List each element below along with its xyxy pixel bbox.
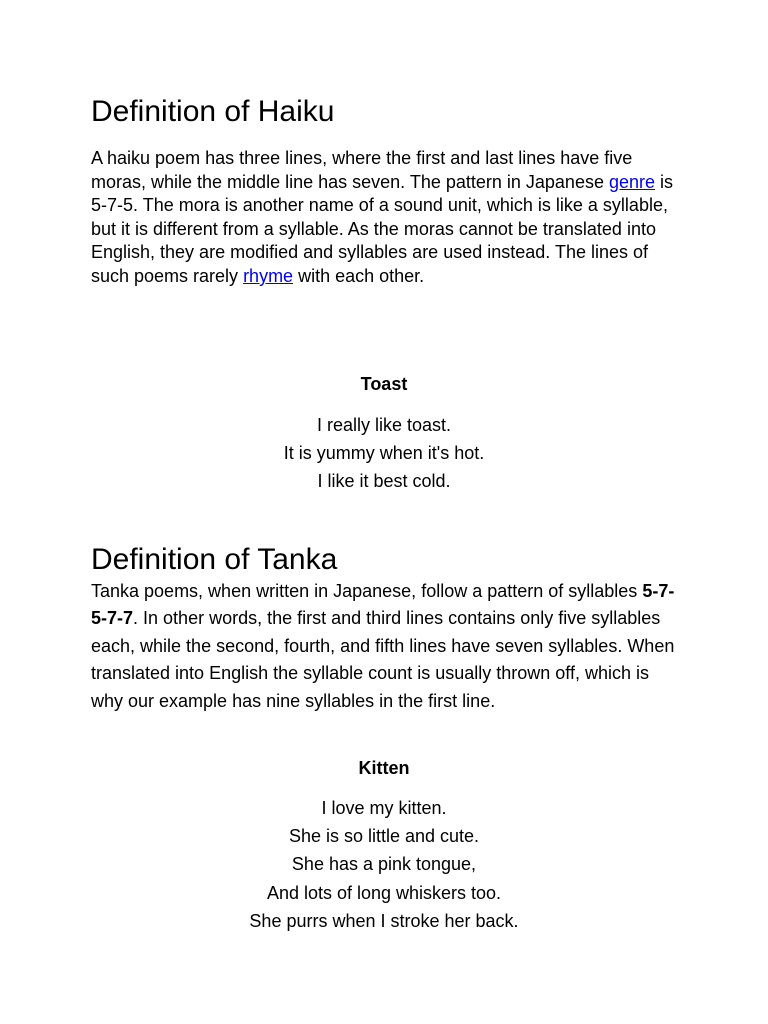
toast-poem-title: Toast <box>360 374 408 394</box>
haiku-para-text-1: A haiku poem has three lines, where the first and last lines have five moras, while the middle line has seven. The pattern in Japanese <box>91 148 633 192</box>
poem-line: She has a pink tongue, <box>291 854 477 875</box>
poem-line: And lots of long whiskers too. <box>266 882 502 903</box>
haiku-para-text-3: with each other. <box>293 265 425 286</box>
poem-line: She purrs when I stroke her back. <box>249 910 519 931</box>
tanka-para-text-2: . In other words, the first and third lines contains only five syllables each, while the second, fourth, and fifth lines have seven syllables. When translated into English the syllable count is usually thrown off, which is why our example has nine syllables in the first line. <box>91 608 675 711</box>
poem-line: It is yummy when it's hot. <box>283 443 485 463</box>
tanka-para-text-1: Tanka poems, when written in Japanese, follow a pattern of syllables <box>91 581 643 601</box>
kitten-poem-title: Kitten <box>358 758 410 778</box>
haiku-definition-paragraph <box>91 147 681 289</box>
poem-line: I like it best cold. <box>317 471 451 491</box>
haiku-para-text-2: is 5-7-5. The mora is another name of a sound unit, which is like a syllable, but it is different from a syllable. As the moras cannot be translated into English, they are modified and syllables are used instead. The lines of such poems rarely <box>91 171 674 286</box>
syllable-pattern: 5-7-5-7-7 <box>91 581 675 629</box>
poem-line: She is so little and cute. <box>288 826 480 847</box>
haiku-heading: Definition of Haiku <box>91 95 335 128</box>
tanka-definition-paragraph <box>91 578 681 715</box>
kitten-poem <box>0 794 768 935</box>
poem-line: I really like toast. <box>316 415 452 435</box>
rhyme-link[interactable]: rhyme <box>243 265 294 286</box>
poem-line: I love my kitten. <box>321 798 447 818</box>
tanka-heading: Definition of Tanka <box>91 543 338 576</box>
toast-poem <box>0 411 768 495</box>
genre-link[interactable]: genre <box>608 171 656 192</box>
